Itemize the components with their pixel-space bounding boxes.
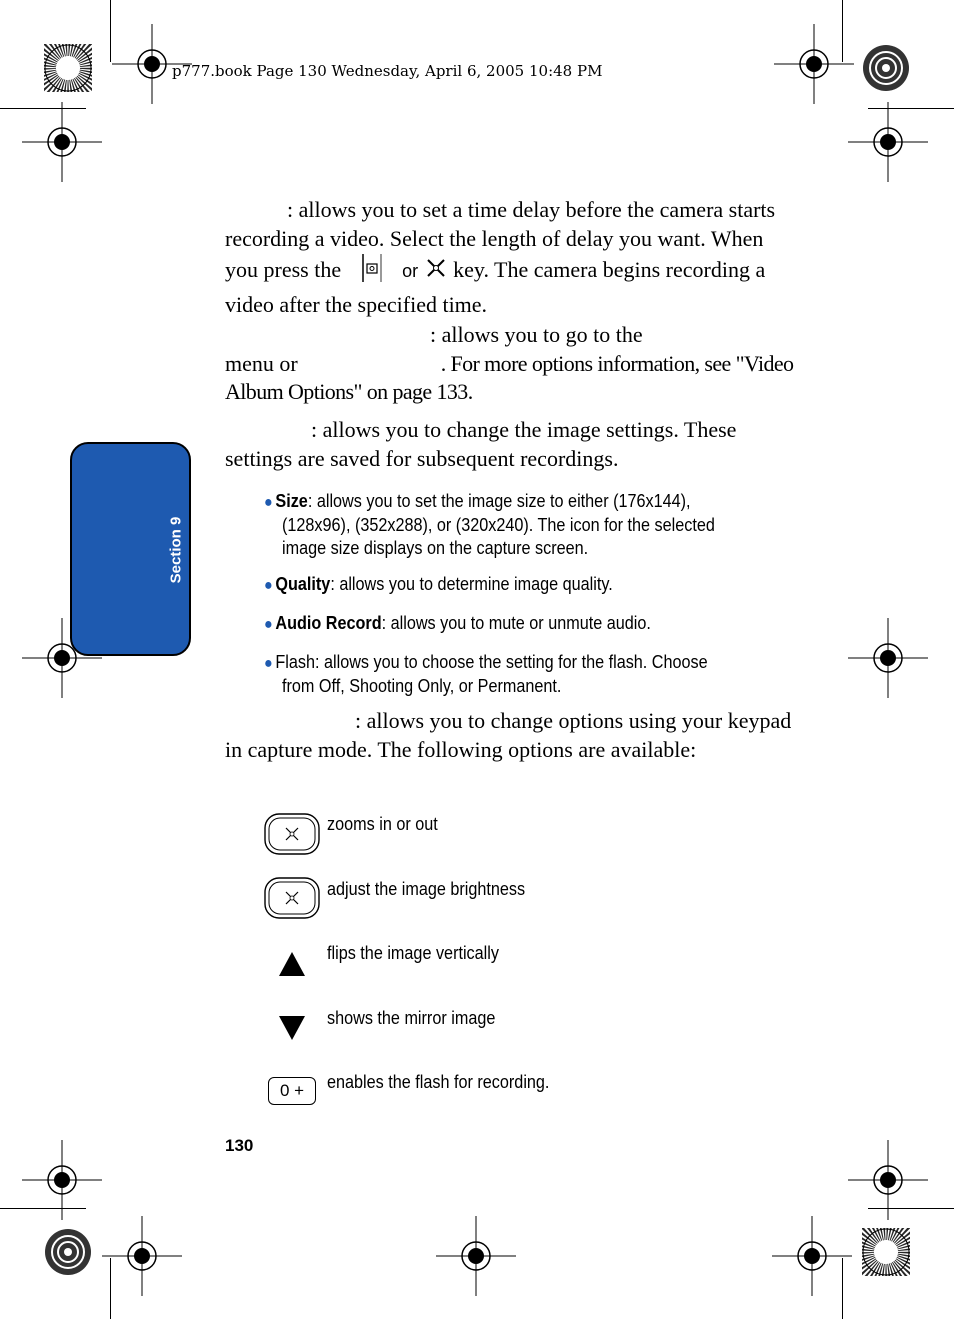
bullet-text: from Off, Shooting Only, or Permanent. <box>282 676 562 696</box>
bullet-audio-record <box>264 612 732 636</box>
bullet-text: : allows you to mute or unmute audio. <box>381 613 651 633</box>
paragraph-self-timer <box>225 196 797 319</box>
bullet-dot-icon: ● <box>264 655 273 672</box>
bullet-dot-icon: ● <box>264 494 273 511</box>
bullet-flash <box>264 651 732 698</box>
bullet-term: Size <box>275 491 308 511</box>
registration-mark-icon <box>774 24 854 104</box>
registration-mark-icon <box>22 1140 102 1220</box>
bullet-text: Flash: allows you to choose the setting for the flash. Choose <box>275 652 708 672</box>
bullet-size <box>264 490 732 560</box>
para1-or: or <box>402 260 419 281</box>
option-text: flips the image vertically <box>327 943 499 963</box>
bullet-text: : allows you to set the image size to either (176x144), <box>307 491 691 511</box>
para3-text: : allows you to change the image settings. These settings are saved for subsequent recordings. <box>225 417 737 471</box>
registration-mark-icon <box>848 1140 928 1220</box>
registration-mark-icon <box>772 1216 852 1296</box>
bullet-text: : allows you to determine image quality. <box>330 574 613 594</box>
bullet-dot-icon: ● <box>264 616 273 633</box>
paragraph-shortcuts <box>225 707 797 764</box>
bullet-text: (128x96), (352x288), or (320x240). The icon for the selected <box>282 515 715 535</box>
nav-cross-key-icon <box>424 256 448 288</box>
starburst-mark-icon <box>44 1228 92 1276</box>
down-triangle-icon <box>278 1015 306 1041</box>
registration-mark-icon <box>102 1216 182 1296</box>
zero-plus-key-label: 0 + <box>279 1081 305 1100</box>
registration-mark-icon <box>112 24 192 104</box>
para4-text: : allows you to change options using your keypad in capture mode. The following options are available: <box>225 708 792 762</box>
page-number: 130 <box>225 1136 254 1155</box>
starburst-mark-icon <box>862 44 910 92</box>
para2-text-a: : allows you to go to the <box>430 322 643 347</box>
registration-mark-icon <box>436 1216 516 1296</box>
paragraph-video-album <box>225 321 797 407</box>
nav-key-icon <box>264 813 320 855</box>
nav-key-icon <box>264 877 320 919</box>
para2-text-b: menu or <box>225 350 298 376</box>
book-header: p777.book Page 130 Wednesday, April 6, 2005 10:48 PM <box>172 62 603 80</box>
registration-mark-icon <box>848 618 928 698</box>
bullet-quality <box>264 573 732 597</box>
paragraph-settings <box>225 416 797 473</box>
option-text: enables the flash for recording. <box>327 1072 550 1092</box>
para1-text-b: key. The camera begins recording a video after the specified time. <box>225 256 766 317</box>
registration-mark-icon <box>22 102 102 182</box>
camera-key-icon <box>347 253 397 291</box>
para1-text-a: : allows you to set a time delay before the camera starts recording a video. Select the length of delay you want. When you press the <box>225 197 776 282</box>
bullet-text: image size displays on the capture screen. <box>282 538 589 558</box>
option-text: shows the mirror image <box>327 1008 496 1028</box>
up-triangle-icon <box>278 951 306 977</box>
registration-mark-icon <box>848 102 928 182</box>
para2-text-c: . For more options information, see "Video Album Options" on page 133. <box>225 350 794 404</box>
starburst-mark-icon <box>862 1228 910 1276</box>
bullet-term: Audio Record <box>275 613 382 633</box>
option-text: zooms in or out <box>327 814 438 834</box>
zero-plus-key-icon <box>268 1077 316 1105</box>
bullet-dot-icon: ● <box>264 577 273 594</box>
crop-mark <box>110 0 111 62</box>
bullet-term: Quality <box>275 574 331 594</box>
starburst-mark-icon <box>44 44 92 92</box>
section-tab-label: Section 9 <box>167 516 185 584</box>
option-text: adjust the image brightness <box>327 879 526 899</box>
